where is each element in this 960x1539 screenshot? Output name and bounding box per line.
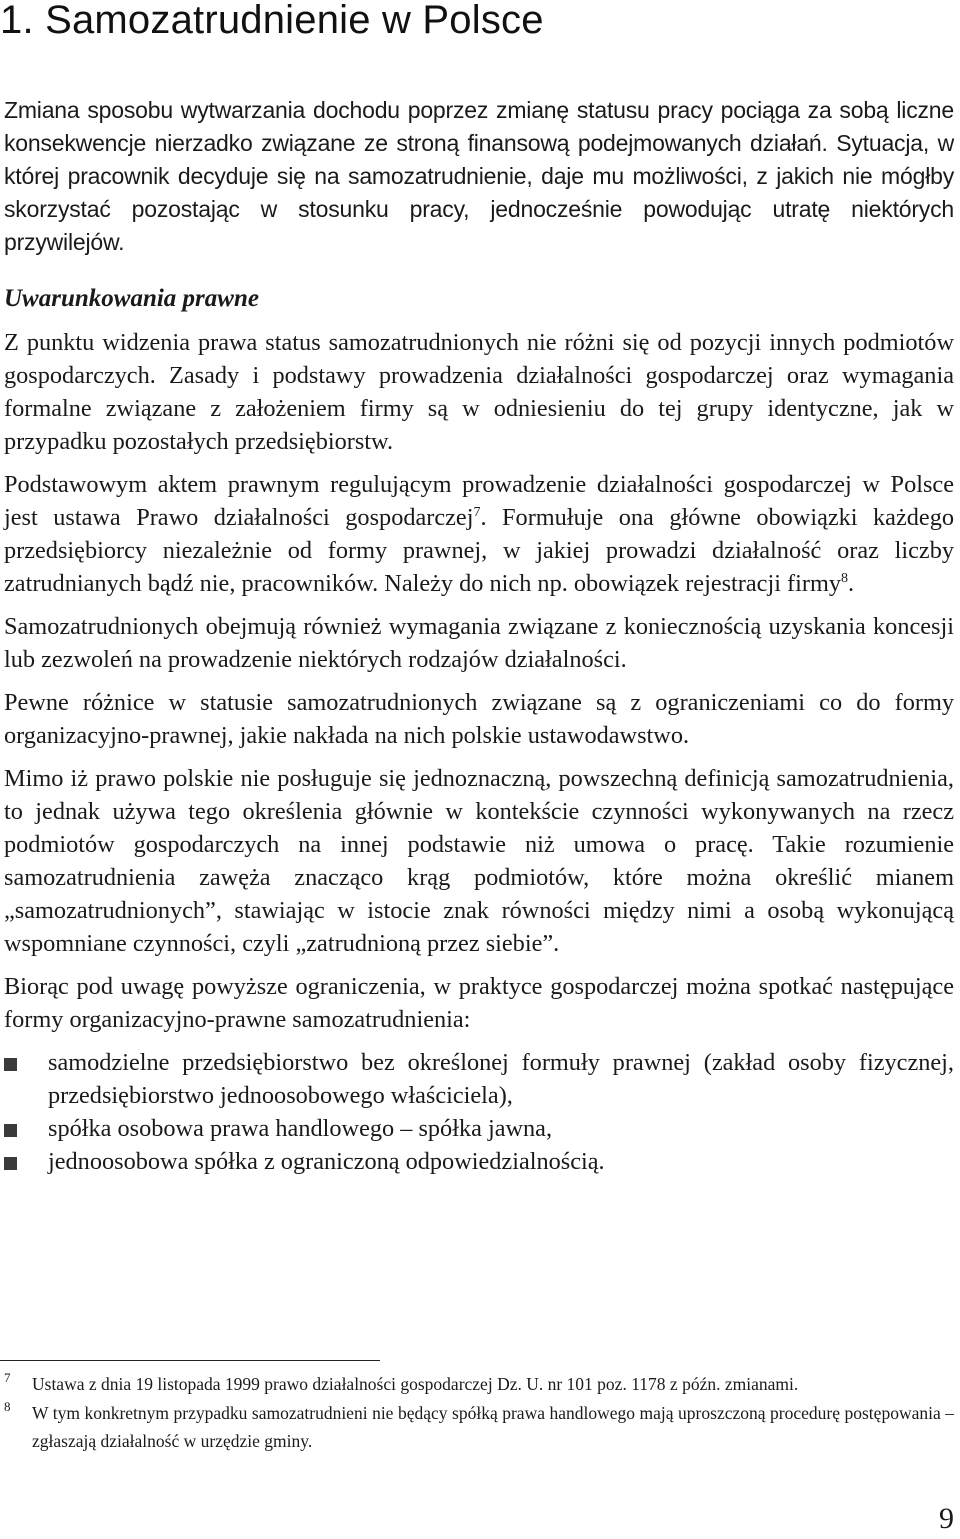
body-text [4,326,954,1178]
footnote-divider [0,1360,380,1361]
paragraph-basic-act-part3: . [848,570,855,597]
paragraph-concessions: Samozatrudnionych obejmują również wymagania związane z koniecznością uzyskania koncesji lub zezwoleń na prowadzenie niektórych rodzajów działalności. [4,613,954,673]
footnote-number: 7 [4,1370,11,1385]
footnote-text: Ustawa z dnia 19 listopada 1999 prawo działalności gospodarczej Dz. U. nr 101 poz. 1178 z późn. zmianami. [32,1374,799,1394]
list-item [4,1145,954,1178]
forms-list [4,1046,954,1178]
page-number: 9 [939,1502,954,1535]
paragraph-basic-act-part1: Podstawowym aktem prawnym regulującym prowadzenie działalności gospodarczej w Polsce jest ustawa Prawo działalności gospodarczej [4,471,954,531]
footnote-8 [4,1399,954,1455]
list-item-text: samodzielne przedsiębiorstwo bez określonej formuły prawnej (zakład osoby fizycznej, przedsiębiorstwo jednoosobowego właściciela), [48,1049,954,1109]
paragraph-definition: Mimo iż prawo polskie nie posługuje się jednoznaczną, powszechną definicją samozatrudnienia, to jednak używa tego określenia głównie w kontekście czynności wykonywanych na rzecz podmiotów gospodarczych na innej podstawie niż umowa o pracę. Takie rozumienie samozatrudnienia zawęża znacząco krąg podmiotów, które można określić mianem „samozatrudnionych”, stawiając w istocie znak równości między nimi a osobą wykonującą wspomniane czynności, czyli „zatrudnioną przez siebie”. [4,765,954,957]
paragraph-basic-act [4,468,954,600]
section-subheading: Uwarunkowania prawne [4,285,259,312]
footnote-ref-7: 7 [473,505,481,520]
square-bullet-icon [4,1157,17,1170]
list-item-text: spółka osobowa prawa handlowego – spółka jawna, [48,1115,553,1142]
footnote-text: W tym konkretnym przypadku samozatrudnieni nie będący spółką prawa handlowego mają uproszczoną procedurę postępowania – zgłaszają działalność w urzędzie gminy. [32,1403,954,1451]
footnote-number: 8 [4,1399,11,1414]
paragraph-legal-status: Z punktu widzenia prawa status samozatrudnionych nie różni się od pozycji innych podmiotów gospodarczych. Zasady i podstawy prowadzenia działalności gospodarczej oraz wymagania formalne związane z założeniem firmy są w odniesieniu do tej grupy identyczne, jak w przypadku pozostałych przedsiębiorstw. [4,329,954,455]
page-title: 1. Samozatrudnienie w Polsce [0,0,544,42]
footnote-7 [4,1370,954,1398]
list-item-text: jednoosobowa spółka z ograniczoną odpowiedzialnością. [48,1148,605,1175]
paragraph-differences: Pewne różnice w statusie samozatrudnionych związane są z ograniczeniami co do formy organizacyjno-prawnej, jakie nakłada na nich polskie ustawodawstwo. [4,689,954,749]
footnote-ref-8: 8 [841,571,849,586]
intro-paragraph: Zmiana sposobu wytwarzania dochodu poprzez zmianę statusu pracy pociąga za sobą liczne konsekwencje nierzadko związane ze stroną finansową podejmowanych działań. Sytuacja, w której pracownik decyduje się na samozatrudnienie, daje mu możliwości, z jakich nie mógłby skorzystać pozostając w stosunku pracy, jednocześnie powodując utratę niektórych przywilejów. [4,97,954,255]
paragraph-forms-intro: Biorąc pod uwagę powyższe ograniczenia, w praktyce gospodarczej można spotkać następujące formy organizacyjno-prawne samozatrudnienia: [4,973,954,1033]
list-item [4,1112,954,1145]
square-bullet-icon [4,1058,17,1071]
paragraph-basic-act-part2: . Formułuje ona główne obowiązki każdego przedsiębiorcy niezależnie od formy prawnej, w jakiej prowadzi działalność oraz liczby zatrudnianych bądź nie, pracowników. Należy do nich np. obowiązek rejestracji firmy [4,504,954,597]
square-bullet-icon [4,1124,17,1137]
list-item [4,1046,954,1112]
footnotes [4,1370,954,1456]
